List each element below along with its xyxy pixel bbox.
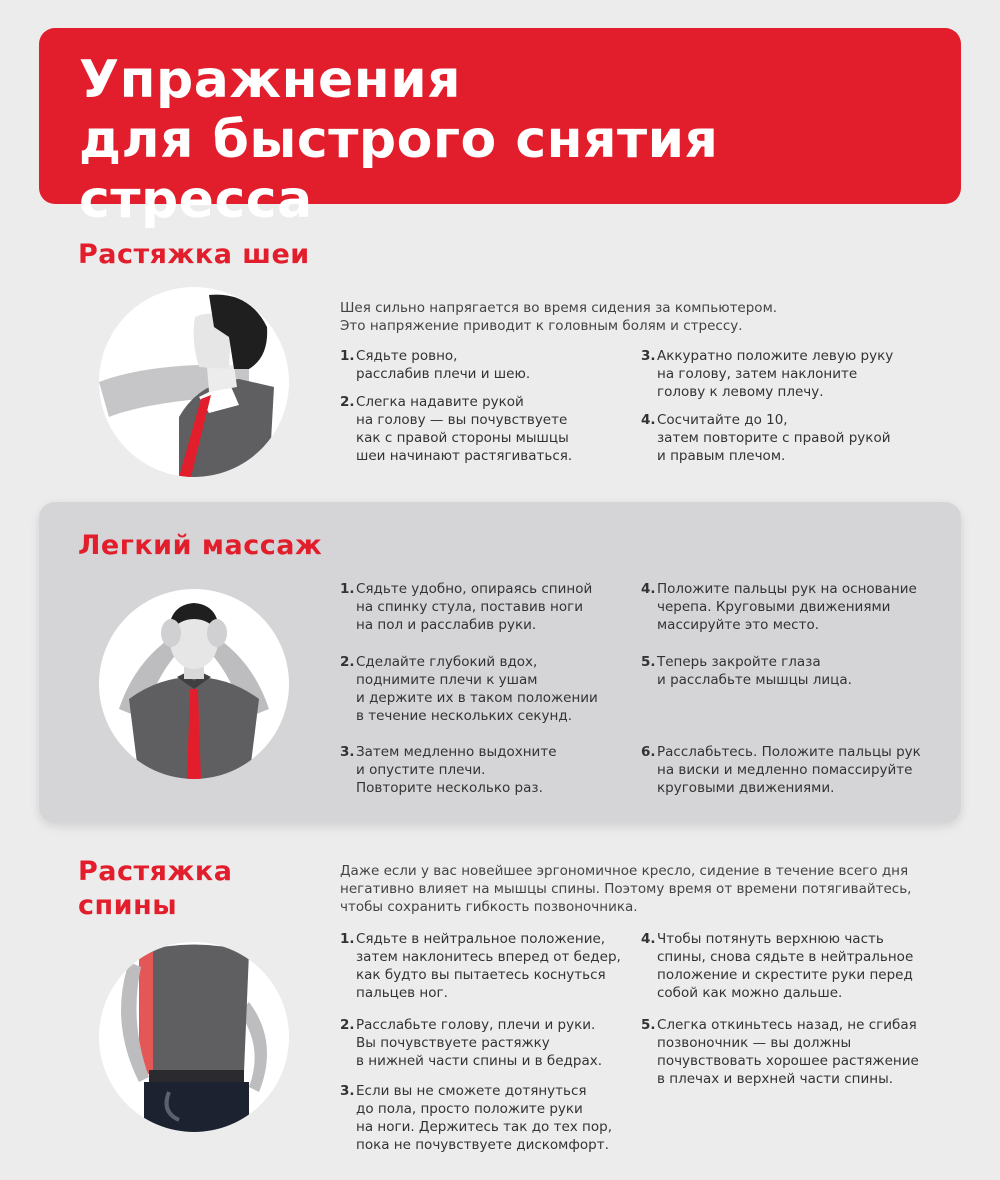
- section-title-back: [78, 855, 232, 923]
- back-step-2: 2. Расслабьте голову, плечи и руки. Вы почувствуете растяжку в нижней части спины и в бедрах.: [340, 1017, 603, 1069]
- massage-step-4: 4. Положите пальцы рук на основание черепа. Круговыми движениями массируйте это место.: [641, 581, 917, 633]
- page-title-line-2: для быстрого снятия стресса: [79, 110, 719, 230]
- section-title-massage: Легкий массаж: [78, 530, 323, 561]
- page-title-line-1: Упражнения: [79, 50, 462, 110]
- back-step-5: 5. Слегка откиньтесь назад, не сгибая позвоночник — вы должны почувствовать хорошее растяжение в плечах и верхней части спины.: [641, 1017, 919, 1087]
- back-intro: Даже если у вас новейшее эргономичное кресло, сидение в течение всего дня негативно влияет на мышцы спины. Поэтому время от времени потягивайтесь, чтобы сохранить гибкость позвоночника.: [340, 863, 912, 915]
- section-title-back-line-2: спины: [78, 890, 178, 921]
- back-step-1: 1. Сядьте в нейтральное положение, затем наклонитесь вперед от бедер, как будто вы пытаетесь коснуться пальцев ног.: [340, 931, 621, 1001]
- section-title-back-line-1: Растяжка: [78, 856, 233, 887]
- back-step-4: 4. Чтобы потянуть верхнюю часть спины, снова сядьте в нейтральное положение и скрестите руки перед собой как можно дальше.: [641, 931, 914, 1001]
- neck-step-3: 3. Аккуратно положите левую руку на голову, затем наклоните голову к левому плечу.: [641, 348, 894, 400]
- title-banner: [39, 28, 961, 230]
- section-title-neck: Растяжка шеи: [78, 239, 310, 270]
- back-stretch-illustration-icon: [99, 942, 289, 1132]
- neck-step-2: 2. Слегка надавите рукой на голову — вы почувствуете как с правой стороны мышцы шеи начинают растягиваться.: [340, 394, 573, 464]
- neck-step-1: 1. Сядьте ровно, расслабив плечи и шею.: [340, 348, 531, 382]
- neck-step-4: 4. Сосчитайте до 10, затем повторите с правой рукой и правым плечом.: [641, 412, 891, 464]
- massage-step-3: 3. Затем медленно выдохните и опустите плечи. Повторите несколько раз.: [340, 744, 557, 796]
- neck-stretch-illustration-icon: [99, 287, 289, 477]
- page-title: [79, 50, 961, 230]
- massage-step-6: 6. Расслабьтесь. Положите пальцы рук на виски и медленно помассируйте круговыми движениями.: [641, 744, 921, 796]
- massage-step-2: 2. Сделайте глубокий вдох, поднимите плечи к ушам и держите их в таком положении в течение нескольких секунд.: [340, 654, 598, 724]
- massage-step-5: 5. Теперь закройте глаза и расслабьте мышцы лица.: [641, 654, 852, 688]
- massage-step-1: 1. Сядьте удобно, опираясь спиной на спинку стула, поставив ноги на пол и расслабив руки.: [340, 581, 593, 633]
- neck-intro: Шея сильно напрягается во время сидения за компьютером. Это напряжение приводит к головным болям и стрессу.: [340, 300, 778, 334]
- head-massage-illustration-icon: [99, 589, 289, 779]
- back-step-3: 3. Если вы не сможете дотянуться до пола, просто положите руки на ноги. Держитесь так до тех пор, пока не почувствуете дискомфорт.: [340, 1083, 612, 1153]
